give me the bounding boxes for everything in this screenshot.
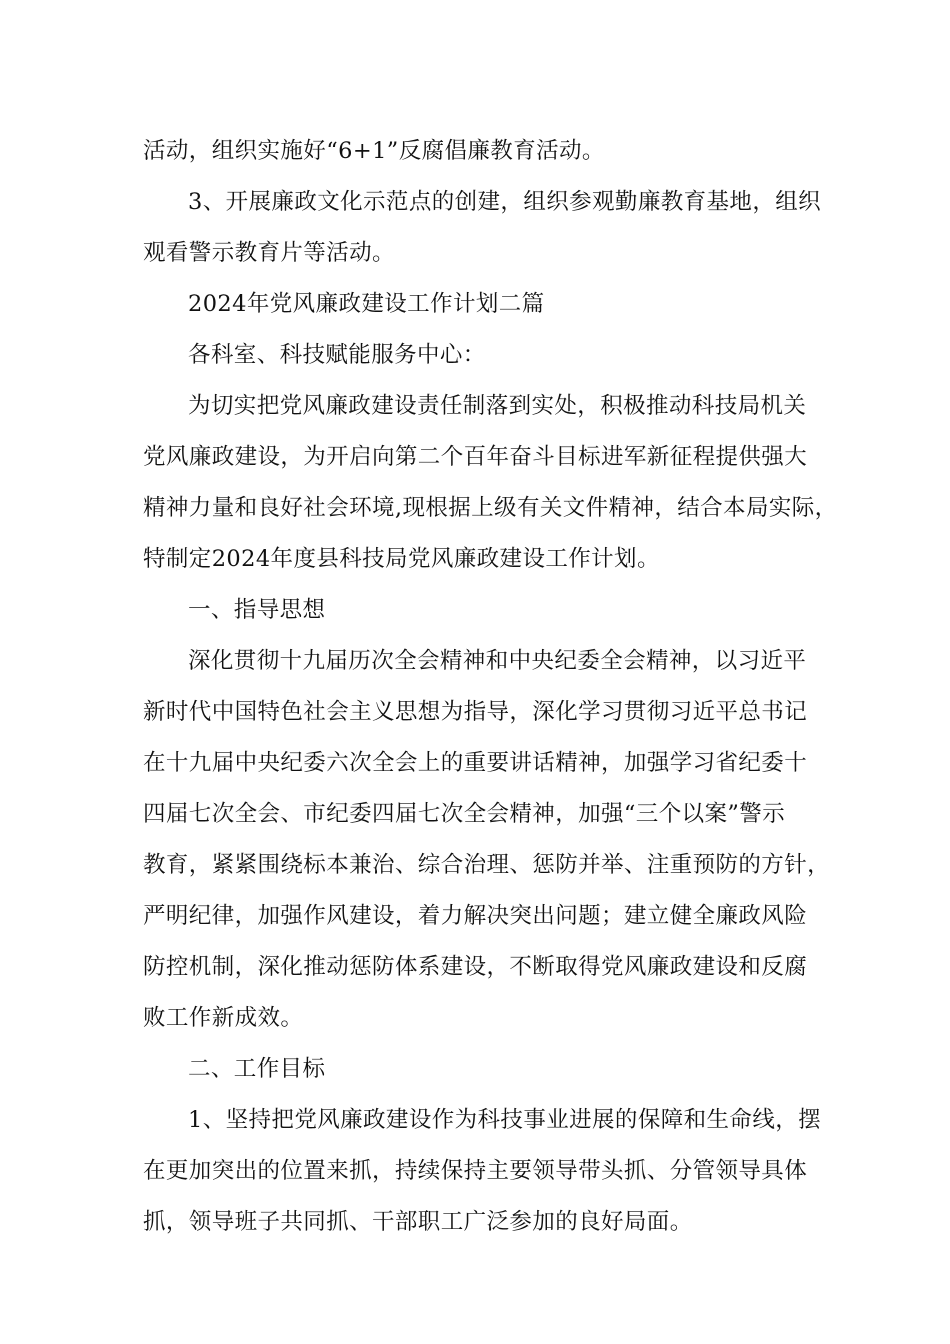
text-line: 一、指导思想 (188, 597, 326, 623)
text-line: 在十九届中央纪委六次全会上的重要讲话精神，加强学习省纪委十 (143, 750, 808, 776)
paragraph-activity-continuation (143, 126, 831, 177)
paragraph-intro (143, 381, 838, 585)
paragraph-goal-1 (143, 1095, 831, 1248)
text-line: 严明纪律，加强作风建设，着力解决突出问题；建立健全廉政风险 (143, 903, 808, 929)
text-line: 防控机制，深化推动惩防体系建设，不断取得党风廉政建设和反腐 (143, 954, 808, 980)
text-line: 各科室、科技赋能服务中心： (188, 342, 486, 368)
text-line: 为切实把党风廉政建设责任制落到实处，积极推动科技局机关 (188, 393, 807, 419)
heading-work-goals (143, 1044, 831, 1095)
text-line: 3、开展廉政文化示范点的创建，组织参观勤廉教育基地，组织 (188, 189, 822, 215)
document-body (143, 126, 838, 1248)
text-line: 活动，组织实施好“6+1”反腐倡廉教育活动。 (143, 138, 605, 164)
paragraph-item-3 (143, 177, 831, 279)
text-line: 党风廉政建设，为开启向第二个百年奋斗目标进军新征程提供强大 (143, 444, 808, 470)
text-line: 特制定2024年度县科技局党风廉政建设工作计划。 (143, 546, 660, 572)
text-line: 抓，领导班子共同抓、干部职工广泛参加的良好局面。 (143, 1209, 693, 1235)
text-line: 2024年党风廉政建设工作计划二篇 (188, 291, 545, 317)
text-line: 败工作新成效。 (143, 1005, 304, 1031)
paragraph-guiding-ideology (143, 636, 831, 1044)
text-line: 新时代中国特色社会主义思想为指导，深化学习贯彻习近平总书记 (143, 699, 808, 725)
text-line: 观看警示教育片等活动。 (143, 240, 395, 266)
text-line: 二、工作目标 (188, 1056, 326, 1082)
text-line: 四届七次全会、市纪委四届七次全会精神，加强“三个以案”警示 (143, 801, 786, 827)
salutation (143, 330, 831, 381)
heading-guiding-ideology (143, 585, 831, 636)
text-line: 1、坚持把党风廉政建设作为科技事业进展的保障和生命线，摆 (188, 1107, 822, 1133)
text-line: 教育，紧紧围绕标本兼治、综合治理、惩防并举、注重预防的方针， (143, 852, 831, 878)
section-title (143, 279, 831, 330)
text-line: 深化贯彻十九届历次全会精神和中央纪委全会精神，以习近平 (188, 648, 807, 674)
text-line: 精神力量和良好社会环境,现根据上级有关文件精神，结合本局实际， (143, 495, 838, 521)
text-line: 在更加突出的位置来抓，持续保持主要领导带头抓、分管领导具体 (143, 1158, 808, 1184)
